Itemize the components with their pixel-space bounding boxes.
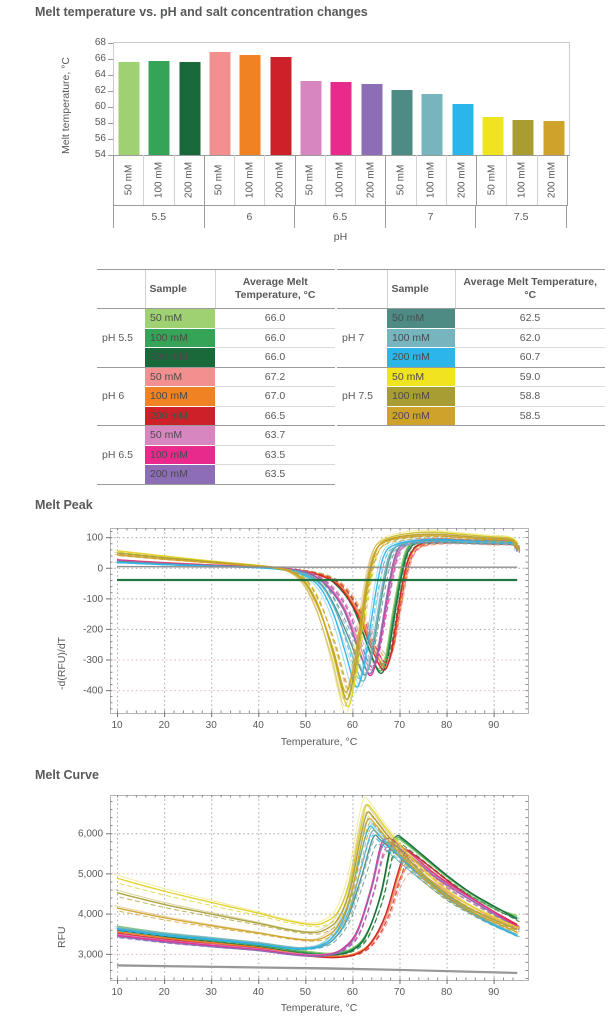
bar xyxy=(392,90,413,155)
ph-group-cell: 6 xyxy=(204,206,295,228)
value-cell: 66.5 xyxy=(215,406,335,426)
bar xyxy=(483,117,504,155)
bar-label-slot xyxy=(477,155,507,205)
bar-sample-label: 200 mM xyxy=(183,161,195,199)
bar xyxy=(543,121,564,155)
table-row xyxy=(97,309,335,329)
bar-chart-bars xyxy=(114,43,569,155)
bar-slot xyxy=(175,43,205,155)
melt-curve-section xyxy=(0,768,610,1024)
melt-peak-title: Melt Peak xyxy=(35,498,93,512)
corner-header-cell xyxy=(337,270,387,309)
ph-group-cell: 6.5 xyxy=(294,206,385,228)
bar-slot xyxy=(266,43,296,155)
bar-chart-x-axis-label: pH xyxy=(333,231,348,243)
bar-label-slot xyxy=(235,155,265,205)
y-tick-label: 68 xyxy=(94,37,106,48)
bar-sample-label: 100 mM xyxy=(516,161,528,199)
bar-sample-label: 200 mM xyxy=(365,161,377,199)
y-tick-mark xyxy=(108,75,113,76)
sample-cell: 200 mM xyxy=(387,348,455,368)
summary-tables-section xyxy=(0,262,610,492)
sample-cell: 200 mM xyxy=(145,406,215,426)
bar-slot xyxy=(235,43,265,155)
y-tick-mark xyxy=(108,91,113,92)
sample-cell: 100 mM xyxy=(387,328,455,348)
bar xyxy=(301,81,322,155)
value-cell: 67.2 xyxy=(215,367,335,387)
bar-slot xyxy=(296,43,326,155)
melt-table-left xyxy=(97,269,335,485)
y-tick-label: 58 xyxy=(94,117,106,129)
bar-sample-label: 50 mM xyxy=(486,164,498,196)
ph-group-cell: 5.5 xyxy=(113,206,204,228)
ph-label-cell: pH 6.5 xyxy=(97,426,145,485)
sample-cell: 200 mM xyxy=(387,406,455,426)
sample-cell: 100 mM xyxy=(145,328,215,348)
melt-curve-plot xyxy=(0,790,610,1010)
bar-slot xyxy=(387,43,417,155)
value-cell: 67.0 xyxy=(215,387,335,407)
melt-peak-section xyxy=(0,498,610,764)
melt-summary-table xyxy=(97,269,335,485)
value-cell: 58.5 xyxy=(455,406,605,426)
y-tick-label: 66 xyxy=(94,53,106,64)
sample-cell: 100 mM xyxy=(145,445,215,465)
bar xyxy=(452,104,473,155)
ph-group-cell: 7 xyxy=(385,206,476,228)
value-cell: 66.0 xyxy=(215,328,335,348)
bar-sample-label: 200 mM xyxy=(456,161,468,199)
bar-sample-label: 100 mM xyxy=(153,161,165,199)
bar-label-slot xyxy=(175,155,205,205)
y-tick-mark xyxy=(108,43,113,44)
table-header-row xyxy=(97,270,335,309)
bar-label-slot xyxy=(538,155,567,205)
table-header-row xyxy=(337,270,605,309)
bar-label-slot xyxy=(417,155,447,205)
avg-temp-header-cell: Average Melt Temperature, °C xyxy=(455,270,605,309)
bar-sample-label: 200 mM xyxy=(274,161,286,199)
bar xyxy=(361,84,382,155)
bar-sample-label: 100 mM xyxy=(244,161,256,199)
bar-label-slot xyxy=(356,155,386,205)
value-cell: 66.0 xyxy=(215,309,335,329)
bar-sample-label: 50 mM xyxy=(395,164,407,196)
y-tick-mark xyxy=(108,123,113,124)
y-tick-mark xyxy=(108,139,113,140)
value-cell: 59.0 xyxy=(455,367,605,387)
bar-chart-ph-group-row xyxy=(113,206,567,228)
corner-header-cell xyxy=(97,270,145,309)
value-cell: 66.0 xyxy=(215,348,335,368)
bar-slot xyxy=(205,43,235,155)
y-tick-label: 56 xyxy=(94,133,106,145)
melt-curve-x-axis-label: Temperature, °C xyxy=(280,1002,358,1014)
value-cell: 63.7 xyxy=(215,426,335,446)
bar-chart-y-axis-label: Melt temperature, °C xyxy=(60,57,72,154)
value-cell: 63.5 xyxy=(215,445,335,465)
melt-curve-title: Melt Curve xyxy=(35,768,99,782)
bar-chart-sample-label-row xyxy=(113,155,568,206)
sample-cell: 50 mM xyxy=(387,367,455,387)
sample-cell: 200 mM xyxy=(145,348,215,368)
ph-label-cell: pH 7.5 xyxy=(337,367,387,426)
bar-label-slot xyxy=(326,155,356,205)
bar-sample-label: 50 mM xyxy=(123,164,135,196)
y-tick-label: 54 xyxy=(94,149,106,160)
bar-slot xyxy=(326,43,356,155)
sample-cell: 50 mM xyxy=(387,309,455,329)
bar xyxy=(331,82,352,155)
bar-slot xyxy=(539,43,569,155)
value-cell: 63.5 xyxy=(215,465,335,485)
bar xyxy=(149,61,170,155)
bar-sample-label: 100 mM xyxy=(425,161,437,199)
bar-chart-plot-area xyxy=(113,42,570,156)
bar xyxy=(270,57,291,155)
bar-sample-label: 200 mM xyxy=(546,161,558,199)
melt-table-right xyxy=(337,269,605,426)
value-cell: 58.8 xyxy=(455,387,605,407)
bar-sample-label: 50 mM xyxy=(213,164,225,196)
bar xyxy=(422,94,443,155)
sample-cell: 50 mM xyxy=(145,367,215,387)
sample-header-cell: Sample xyxy=(387,270,455,309)
bar-slot xyxy=(144,43,174,155)
bar-label-slot xyxy=(447,155,477,205)
sample-header-cell: Sample xyxy=(145,270,215,309)
bar xyxy=(240,55,261,155)
bar-label-slot xyxy=(144,155,174,205)
bar-slot xyxy=(448,43,478,155)
ph-label-cell: pH 5.5 xyxy=(97,309,145,368)
bar-label-slot xyxy=(296,155,326,205)
bar-sample-label: 100 mM xyxy=(334,161,346,199)
y-tick-label: 64 xyxy=(94,69,106,80)
table-row xyxy=(97,426,335,446)
ph-label-cell: pH 7 xyxy=(337,309,387,368)
bar-label-slot xyxy=(205,155,235,205)
ph-label-cell: pH 6 xyxy=(97,367,145,426)
value-cell: 62.0 xyxy=(455,328,605,348)
value-cell: 60.7 xyxy=(455,348,605,368)
bar-slot xyxy=(357,43,387,155)
bar xyxy=(210,52,231,155)
bar xyxy=(513,120,534,155)
sample-cell: 200 mM xyxy=(145,465,215,485)
bar-label-slot xyxy=(507,155,537,205)
bar-label-slot xyxy=(386,155,416,205)
sample-cell: 100 mM xyxy=(387,387,455,407)
bar-chart-y-axis xyxy=(78,37,112,160)
bar-chart-section xyxy=(0,0,610,260)
bar-slot xyxy=(417,43,447,155)
ph-group-cell: 7.5 xyxy=(475,206,567,228)
bar-label-slot xyxy=(114,155,144,205)
sample-cell: 100 mM xyxy=(145,387,215,407)
bar-label-slot xyxy=(265,155,295,205)
sample-cell: 50 mM xyxy=(145,309,215,329)
y-tick-label: 62 xyxy=(94,85,106,97)
bar-slot xyxy=(508,43,538,155)
bar-slot xyxy=(478,43,508,155)
table-row xyxy=(337,309,605,329)
melt-peak-plot xyxy=(0,520,610,745)
bar-chart-title: Melt temperature vs. pH and salt concentration changes xyxy=(35,5,368,19)
bar xyxy=(119,62,140,155)
y-tick-mark xyxy=(108,107,113,108)
melt-summary-table xyxy=(337,269,605,426)
bar-slot xyxy=(114,43,144,155)
melt-peak-x-axis-label: Temperature, °C xyxy=(280,736,358,748)
table-row xyxy=(97,367,335,387)
y-tick-label: 60 xyxy=(94,101,106,112)
bar xyxy=(179,62,200,155)
avg-temp-header-cell: Average Melt Temperature, °C xyxy=(215,270,335,309)
y-tick-mark xyxy=(108,59,113,60)
bar-sample-label: 50 mM xyxy=(304,164,316,196)
sample-cell: 50 mM xyxy=(145,426,215,446)
value-cell: 62.5 xyxy=(455,309,605,329)
table-row xyxy=(337,367,605,387)
